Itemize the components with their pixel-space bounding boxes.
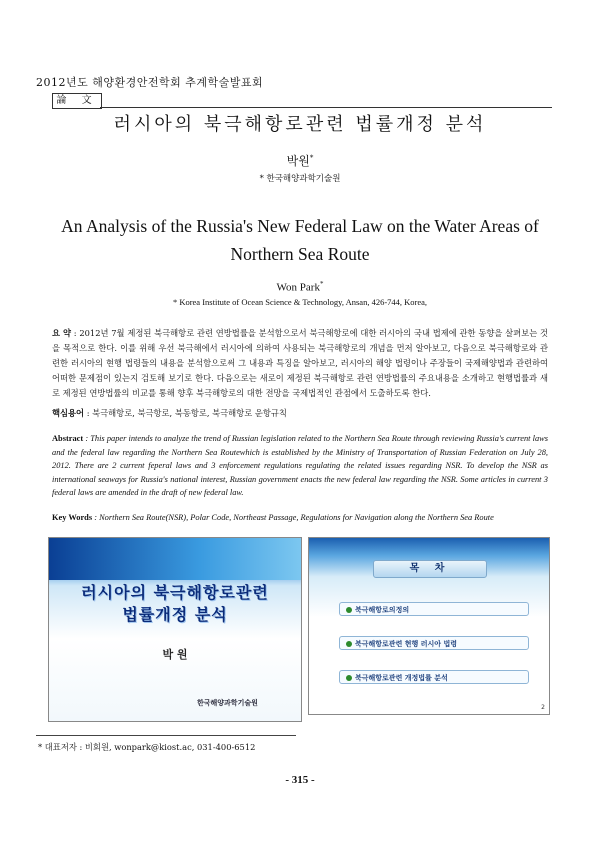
bullet-icon: [346, 675, 352, 681]
slide-organization: 한국해양과학기술원: [197, 699, 258, 707]
author-mark: *: [309, 154, 314, 162]
english-abstract: [52, 432, 548, 500]
contents-item: [339, 636, 529, 650]
english-title-line1: An Analysis of the Russia's New Federal Law on the Water Areas of: [61, 216, 539, 236]
english-abstract-label: Abstract: [52, 434, 84, 443]
slide-presenter: 박 원: [162, 648, 188, 661]
english-keywords: [52, 510, 548, 525]
english-keywords-label: Key Words: [52, 513, 93, 522]
english-keywords-text: : Northern Sea Route(NSR), Polar Code, Northeast Passage, Regulations for Navigation along the Northern Sea Route: [92, 513, 494, 522]
korean-keywords: [52, 406, 548, 421]
english-author-mark: *: [319, 280, 324, 288]
page-number: - 315 -: [285, 774, 315, 786]
conference-header: 2012년도 해양환경안전학회 추계학술발표회: [36, 76, 264, 89]
header-rule: [100, 107, 552, 108]
bullet-icon: [346, 641, 352, 647]
english-abstract-text: : This paper intends to analyze the trend of Russian legislation related to the Northern Sea Route through reviewing Russia's current laws and the federal law regarding the Northern Sea Routewhich is established by the Ministry of Transportation of Russian Federation on July 28, 2012. There are 2 current feреral laws and 3 enforcement regulations regulating the related issues regarding NSR. To develop the NSR as international seaways for Russia's national interest, Russian government enacts the new federal law regarding the NSR. Some articles in current 3 federal laws are amended in the draft of new federal law.: [52, 434, 548, 497]
english-title-line2: Northern Sea Route: [230, 244, 370, 264]
slide-title: [49, 582, 301, 626]
contents-item-label: 북극해항로관련 개정법률 분석: [355, 674, 448, 682]
korean-abstract-label: 요 약: [52, 328, 72, 338]
article-type-tag: 論 文: [52, 93, 102, 109]
author-name: 박원: [286, 154, 310, 168]
bullet-icon: [346, 607, 352, 613]
korean-author: [0, 152, 600, 169]
contents-slide-image: [308, 537, 550, 715]
contents-heading: 목 차: [373, 560, 487, 578]
contents-item-label: 북극해항로관련 현행 러시아 법령: [355, 640, 457, 648]
slide-title-line1: 러시아의 북극해항로관련: [81, 583, 269, 602]
english-author: [0, 280, 600, 294]
title-slide-image: [48, 537, 302, 722]
korean-keywords-text: : 북극해항로, 북극항로, 북동항로, 북극해항로 운항규칙: [84, 408, 287, 418]
korean-title: 러시아의 북극해항로관련 법률개정 분석: [113, 114, 487, 135]
english-author-name: Won Park: [276, 281, 320, 294]
korean-affiliation: * 한국해양과학기술원: [259, 174, 341, 184]
slide-title-line2: 법률개정 분석: [122, 605, 228, 624]
footnote: * 대표저자 : 비회원, wonpark@kiost.ac, 031-400-6512: [38, 742, 256, 752]
slide-page-number: 2: [541, 704, 545, 711]
contents-item: [339, 602, 529, 616]
contents-item-label: 북극해항로의정의: [355, 606, 410, 614]
slide-header-band: [49, 538, 301, 580]
footnote-rule: [36, 735, 296, 736]
english-title: [40, 212, 560, 268]
korean-keywords-label: 핵심용어: [52, 408, 85, 418]
korean-abstract: [52, 326, 548, 401]
korean-abstract-text: : 2012년 7월 제정된 북극해항로 관련 연방법률을 분석함으로서 북극해항로에 대한 러시아의 국내 법제에 관한 동향을 살펴보는 것을 목적으로 한다. 이를 위해 우선 북극해에서 러시아에 의하여 사용되는 북극해항로의 개념을 먼저 알아보고, 다음으로 북극해항로와 관련한 러시아의 현행 법령들의 내용을 분석함으로써 그 내용과 특징을 알아보고, 러시아의 해양 법령이나 주장들이 국제해양법과 관련하여 어떠한 문제점이 있는지 검토해 보기로 한다. 다음으로는 새로이 제정된 북극해항로 관련 연방법률의 주요내용을 소개하고 현행법률과 새로 제정된 연방법률의 비교를 통해 향후 북극해항로의 대한 전망을 국제법적인 관점에서 도출하도록 한다.: [52, 328, 548, 398]
contents-item: [339, 670, 529, 684]
english-affiliation: * Korea Institute of Ocean Science & Technology, Ansan, 426-744, Korea,: [172, 297, 428, 307]
